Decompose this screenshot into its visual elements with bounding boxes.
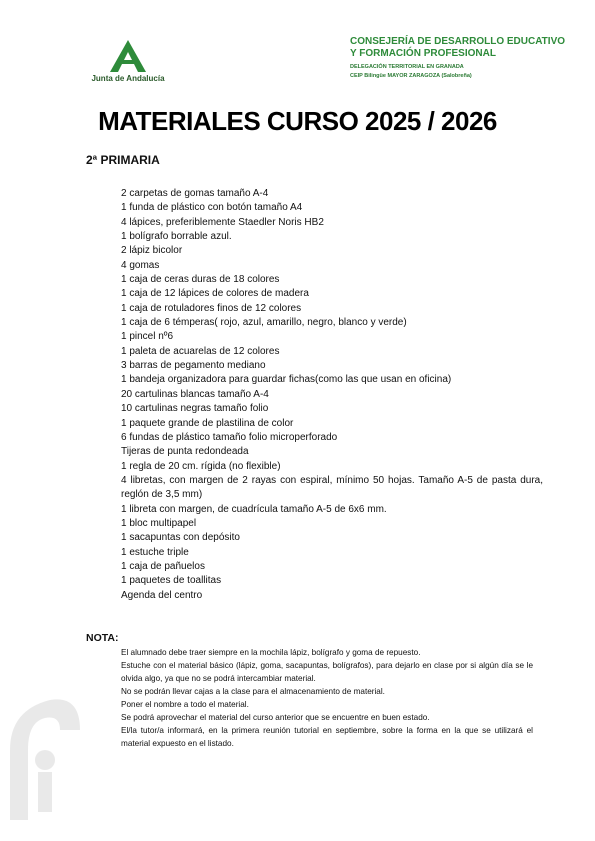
material-item-text: 1 caja de 6 témperas( rojo, azul, amarillo, negro, blanco y verde) bbox=[121, 317, 407, 329]
material-item-text: 1 bloc multipapel bbox=[121, 517, 197, 529]
note-item-text: El alumnado debe traer siempre en la mochila lápiz, bolígrafo y goma de repuesto. bbox=[121, 648, 421, 657]
material-item bbox=[103, 316, 543, 330]
material-item bbox=[103, 503, 543, 517]
note-item-text: Poner el nombre a todo el material. bbox=[121, 700, 249, 709]
note-item bbox=[103, 646, 533, 659]
material-item bbox=[103, 345, 543, 359]
note-item-text: El/la tutor/a informará, en la primera reunión tutorial en septiembre, sobre la forma en la que se utilizará el material expuesto en el listado. bbox=[121, 726, 533, 748]
material-item bbox=[103, 517, 543, 531]
material-item bbox=[103, 603, 543, 617]
material-item bbox=[103, 531, 543, 545]
material-item-text: 1 estuche triple bbox=[121, 546, 189, 558]
material-item-text: 20 cartulinas blancas tamaño A-4 bbox=[121, 388, 269, 400]
material-item bbox=[103, 445, 543, 459]
material-item bbox=[103, 302, 543, 316]
note-item-text: No se podrán llevar cajas a la clase para el almacenamiento de material. bbox=[121, 687, 385, 696]
material-item-text: 2 lápiz bicolor bbox=[121, 245, 183, 257]
material-item bbox=[103, 273, 543, 287]
material-item bbox=[103, 388, 543, 402]
material-item-text: Agenda del centro bbox=[121, 589, 203, 601]
material-item-text: 1 bandeja organizadora para guardar fichas(como las que usan en oficina) bbox=[121, 374, 452, 386]
material-item-text: 1 caja de rotuladores finos de 12 colores bbox=[121, 302, 302, 314]
material-item-text: 4 libretas, con margen de 2 rayas con espiral, mínimo 50 hojas. Tamaño A-5 de pasta dura, reglón de 3,5 mm) bbox=[121, 474, 543, 501]
material-item bbox=[103, 560, 543, 574]
material-item-text: 1 paleta de acuarelas de 12 colores bbox=[121, 345, 280, 357]
material-item-text: 4 lápices, preferiblemente Staedler Noris HB2 bbox=[121, 216, 324, 228]
material-item bbox=[103, 546, 543, 560]
material-item-text: 1 paquete grande de plastilina de color bbox=[121, 417, 294, 429]
material-item bbox=[103, 230, 543, 244]
material-item bbox=[103, 402, 543, 416]
material-item-text: 3 barras de pegamento mediano bbox=[121, 360, 266, 372]
department-line1: CONSEJERÍA DE DESARROLLO EDUCATIVO bbox=[350, 36, 566, 47]
watermark-emblem-icon bbox=[0, 690, 80, 820]
material-item bbox=[103, 187, 543, 201]
material-item bbox=[103, 460, 543, 474]
material-item-text: 1 caja de 12 lápices de colores de madera bbox=[121, 288, 309, 300]
note-item-text: Se podrá aprovechar el material del curso anterior que se encuentre en buen estado. bbox=[121, 713, 430, 722]
material-item-text: 1 libreta con margen, de cuadrícula tamaño A-5 de 6x6 mm. bbox=[121, 503, 387, 515]
material-item-text: 1 sacapuntas con depósito bbox=[121, 532, 240, 544]
nota-title: NOTA: bbox=[86, 632, 119, 644]
junta-logo-icon bbox=[110, 40, 146, 72]
material-item-text: Tijeras de punta redondeada bbox=[121, 446, 249, 458]
material-item-text: 1 funda de plástico con botón tamaño A4 bbox=[121, 202, 303, 214]
material-item bbox=[103, 574, 543, 588]
material-item-text: 6 fundas de plástico tamaño folio microperforado bbox=[121, 431, 338, 443]
material-item-text: 1 regla de 20 cm. rígida (no flexible) bbox=[121, 460, 281, 472]
material-item bbox=[103, 244, 543, 258]
delegation: DELEGACIÓN TERRITORIAL EN GRANADA bbox=[350, 64, 464, 70]
material-item-text: 1 caja de ceras duras de 18 colores bbox=[121, 274, 280, 286]
material-item-text: 1 bolígrafo borrable azul. bbox=[121, 231, 232, 243]
department-line2: Y FORMACIÓN PROFESIONAL bbox=[350, 48, 496, 59]
notes-list bbox=[103, 646, 533, 750]
page-title: MATERIALES CURSO 2025 / 2026 bbox=[98, 106, 497, 136]
material-item-text: 1 caja de pañuelos bbox=[121, 560, 205, 572]
junta-logo bbox=[88, 40, 168, 83]
materials-list bbox=[103, 187, 543, 617]
logo-text: Junta de Andalucía bbox=[91, 74, 165, 83]
material-item bbox=[103, 431, 543, 445]
material-item bbox=[103, 287, 543, 301]
material-item-text: 1 pincel nº6 bbox=[121, 331, 174, 343]
section-title: 2ª PRIMARIA bbox=[86, 153, 160, 167]
material-item bbox=[103, 216, 543, 230]
material-item-text: 10 cartulinas negras tamaño folio bbox=[121, 403, 269, 415]
note-item-text: Estuche con el material básico (lápiz, goma, sacapuntas, bolígrafos), para dejarlo en clase por si algún día se le olvida algo, ya que no se podrá intercambiar material. bbox=[121, 661, 533, 683]
school-name: CEIP Bilingüe MAYOR ZARAGOZA (Salobreña) bbox=[350, 73, 472, 79]
note-item bbox=[103, 724, 533, 750]
material-item-text: 1 paquetes de toallitas bbox=[121, 575, 222, 587]
material-item-text: 4 gomas bbox=[121, 259, 160, 271]
header-department bbox=[350, 36, 580, 79]
material-item bbox=[103, 359, 543, 373]
note-item bbox=[103, 659, 533, 685]
note-item bbox=[103, 698, 533, 711]
material-item bbox=[103, 474, 543, 503]
note-item bbox=[103, 685, 533, 698]
material-item bbox=[103, 201, 543, 215]
material-item bbox=[103, 417, 543, 431]
material-item-text bbox=[121, 604, 124, 615]
material-item bbox=[103, 259, 543, 273]
note-item bbox=[103, 711, 533, 724]
material-item bbox=[103, 373, 543, 387]
material-item bbox=[103, 589, 543, 603]
material-item bbox=[103, 330, 543, 344]
material-item-text: 2 carpetas de gomas tamaño A-4 bbox=[121, 188, 269, 199]
